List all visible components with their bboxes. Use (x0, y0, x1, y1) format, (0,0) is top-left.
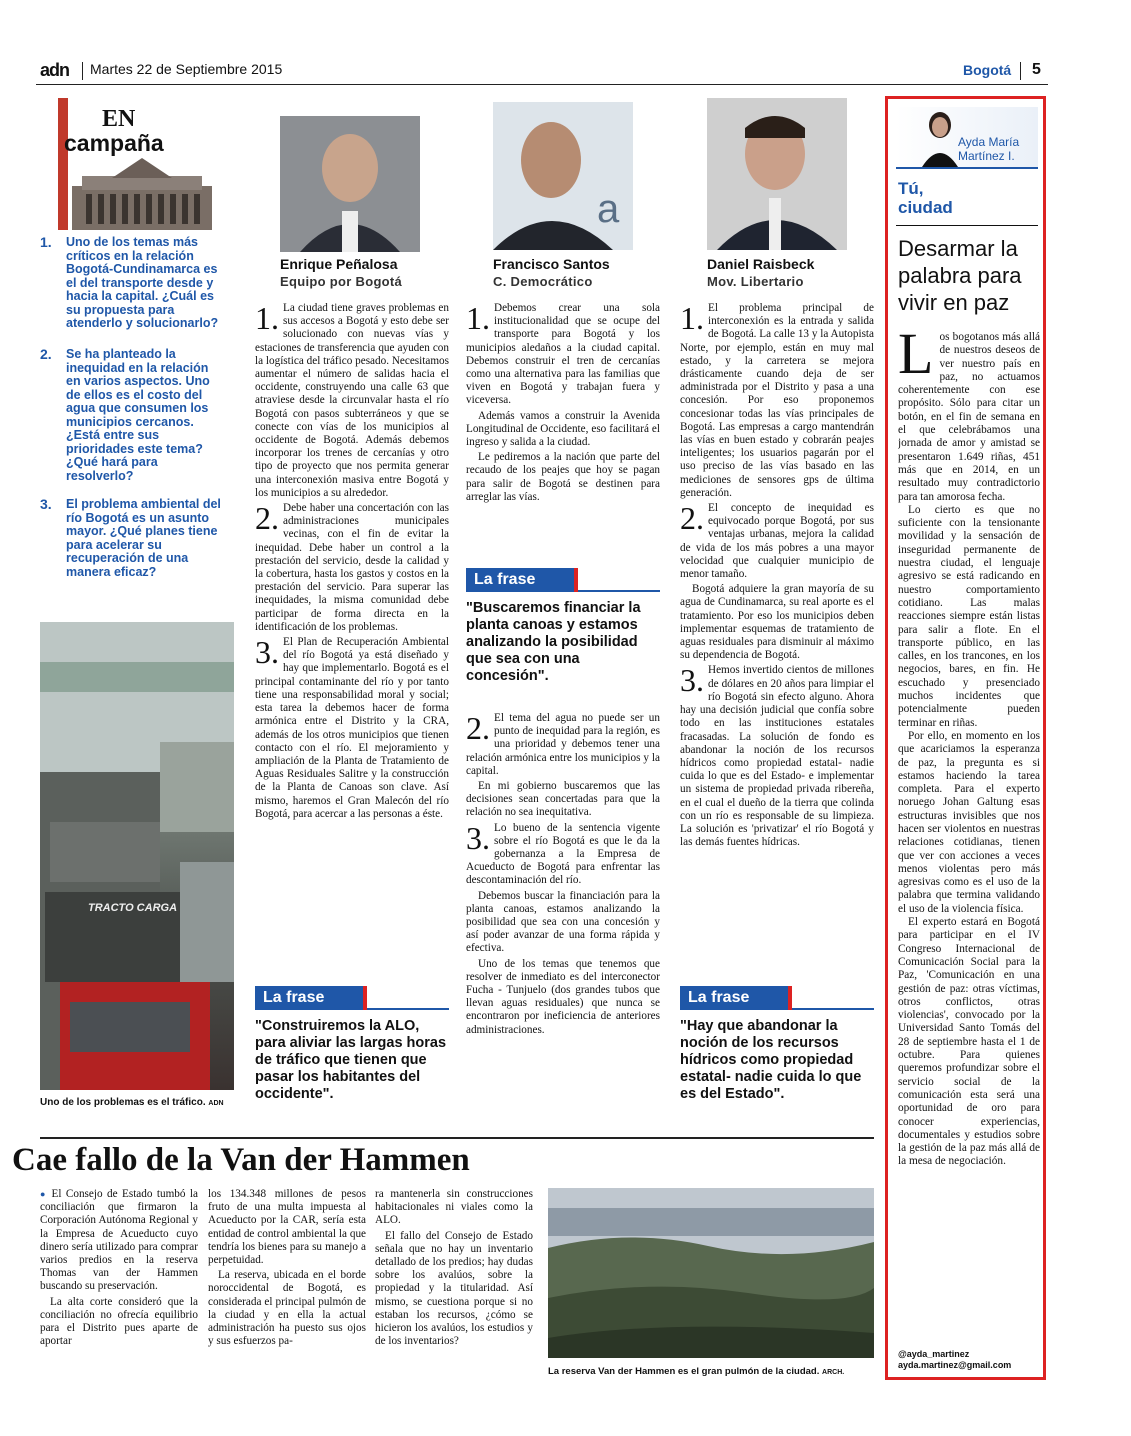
traffic-photo (40, 622, 234, 1090)
question-1: 1. Uno de los temas más críticos en la relación Bogotá-Cundinamarca es el del transporte desde y hacia la capital. ¿Cuál es su propuesta para atenderlo y solucionarlo? (40, 234, 219, 330)
opinion-title: Desarmar la palabra para vivir en paz (898, 236, 1022, 315)
question-2: 2. Se ha planteado la inequidad en la relación en varios aspectos. Uno de ellos es el costo del agua que consumen los municipios cercanos. ¿Está entre sus prioridades este tema? ¿Qué hará para resolverlo? (40, 346, 210, 483)
truck-lettering: TRACTO CARGA (88, 902, 178, 914)
candidate-name-raisbeck: Daniel Raisbeck (707, 256, 815, 272)
candidate-party-penalosa: Equipo por Bogotá (280, 274, 403, 289)
page-number: 5 (1032, 61, 1041, 78)
vdh-column-1: ● El Consejo de Estado tumbó la conciliación que firmaron la Corporación Autónoma Regional y la Empresa de Acueducto cuyo dinero sería utilizado para comprar varios predios en la reserva Thomas van der Hammen buscando su preservación. La alta corte consideró que la conciliación no ofrecía equilibrio para el Distrito pues aparte de aportar (40, 1188, 198, 1348)
vdh-paragraph-2: La alta corte consideró que la conciliación no ofrecía equilibrio para el Distrito pues aparte de aportar (40, 1295, 198, 1348)
candidate-name-santos: Francisco Santos (493, 256, 610, 272)
column-rule (896, 225, 1038, 226)
penalosa-answers (255, 302, 449, 974)
vdh-column-3 (375, 1188, 533, 1380)
vdh-title: Cae fallo de la Van der Hammen (12, 1142, 470, 1178)
opinion-body (898, 331, 1040, 1356)
penalosa-quote: "Construiremos la ALO, para aliviar las largas horas de tráfico que tienen que pasar los habitantes del occidente". (255, 1018, 447, 1102)
santos-answers-bottom (466, 712, 660, 1108)
santos-photo (493, 102, 633, 250)
traffic-caption: Uno de los problemas es el tráfico. ADN (40, 1097, 224, 1108)
santos-answers-top (466, 302, 660, 550)
penalosa-answer-3: 3. El Plan de Recuperación Ambiental del río Bogotá ya está diseñado y hay que implementarlo. Bogotá es el principal contaminante del río y por tanto tiene una responsabilidad moral y social; esta tarea la debemos hacer de forma armónica entre el Distrito y la CRA, además de los otros municipios que tienen contacto con el río. El mejoramiento y ampliación de la Planta de Tratamiento de Aguas Residuales Salitre y la construcción de la Planta de Canoas son clave. Así mismo, haremos el Gran Malecón del río Bogotá, para acercar a las personas a éste. (255, 634, 449, 820)
author-email[interactable]: ayda.martinez@gmail.com (898, 1360, 1012, 1370)
candidate-name-penalosa: Enrique Peñalosa (280, 256, 398, 272)
author-avatar (920, 109, 960, 167)
vdh-paragraph-4: La reserva, ubicada en el borde noroccidental de Bogotá, es considerada el principal pulmón de la ciudad y en ella la actual administración ha puesto sus ojos y sus esfuerzos pa- (208, 1269, 366, 1348)
reserve-caption: La reserva Van der Hammen es el gran pulmón de la ciudad. ARCH. (548, 1366, 845, 1377)
raisbeck-quote-label: La frase (680, 986, 792, 1010)
raisbeck-quote-box (680, 986, 874, 1103)
author-contact (898, 1349, 1011, 1371)
opinion-column-frame (885, 96, 1046, 1380)
author-name: Ayda María Martínez I. (958, 135, 1020, 163)
raisbeck-answers (680, 302, 874, 972)
raisbeck-answer-2: 2. El concepto de inequidad es equivocado porque Bogotá, por sus ventajas urbanas, mejora la calidad de vida de los más pobres a una mayor velocidad que cualquier municipio de menor tamaño. (680, 500, 874, 581)
candidate-party-raisbeck: Mov. Libertario (707, 274, 804, 289)
santos-answer-2: 2. El tema del agua no puede ser un punto de inequidad para la región, es una prioridad y debemos tener una relación armónica entre los municipios y la capital. (466, 712, 660, 777)
traffic-illustration (40, 622, 234, 1090)
santos-answer-1b: Además vamos a construir la Avenida Longitudinal de Occidente, eso facilitará el ingreso y salida a la ciudad. (466, 409, 660, 449)
drop-cap: L (898, 331, 934, 386)
penalosa-photo (280, 116, 420, 252)
campaign-questions (40, 236, 222, 598)
santos-answer-1c: Le pediremos a la nación que parte del recaudo de los peajes que hoy se pagan para salir de Bogotá se destinen para arreglar las vías. (466, 451, 660, 503)
vdh-paragraph-6: El fallo del Consejo de Estado señala que no hay un inventario detallado de los predios; hay dudas sobre los avalúos, sobre la propiedad y la titularidad. Así mismo, se cuestiona porque si no estaban los recursos, ¿cómo se hicieron los avalúos, los estudios y de los inventarios? (375, 1229, 533, 1348)
capitol-building-illustration (72, 158, 212, 230)
header-divider (82, 62, 83, 80)
penalosa-quote-box (255, 986, 449, 1103)
header-section: Bogotá (963, 62, 1012, 78)
opinion-paragraph-4: El experto estará en Bogotá para participar en el IV Congreso Internacional de Comunicación Social para la Paz, 'Comunicación en una gestión de paz: otras víctimas, otros conflictos, otras violencias', convocado por la Universidad Santo Tomás del 28 de septiembre hasta el 1 de octubre. Para quienes queremos profundizar sobre el servicio social de la comunicación esta será una oportunidad de oro para conocer experiencias, documentales y estudios sobre la gestión de la paz más allá de la mesa de negociación. (898, 916, 1040, 1168)
vdh-paragraph-3: los 134.348 millones de pesos fruto de una multa impuesta al Acueducto por la CAR, sería esta entidad de control ambiental la que tendría los bienes para su manejo a perpetuidad. (208, 1188, 366, 1267)
santos-answer-3b: Debemos buscar la financiación para la planta canoas, estamos analizando la posibilidad que sea con una concesión y así poder avanzar de una forma rápida y efectiva. (466, 889, 660, 955)
author-header (896, 107, 1038, 169)
santos-answer-3c: Uno de los temas que tenemos que resolver de inmediato es del interconector Fucha - Tunjuelo (dos grandes tubos que llevan aguas residuales) que nunca se encontraron por ineficiencia de anteriores administraciones. (466, 957, 660, 1036)
column-name: Tú, ciudad (898, 179, 953, 217)
campaign-title-line2: campaña (64, 130, 164, 156)
campaign-logo (58, 98, 213, 230)
santos-answer-2b: En mi gobierno buscaremos que las decisiones sean concertadas para que la relación no sea inequitativa. (466, 780, 660, 819)
opinion-paragraph-2: Lo cierto es que no suficiente con la tensionante movilidad y la sensación de inseguridad permanente de nuestra ciudad, el lenguaje agresivo se está radicando en nuestro comportamiento cotidiano. Las malas reacciones siempre están listas para salir a flote. En el transporte público, en las calles, en los trancones, en los negocios, bares, en fin. He escuchado y presenciado muchos incidentes que potencialmente pueden terminar en riñas. (898, 503, 1040, 729)
penalosa-answer-1: 1. La ciudad tiene graves problemas en sus accesos a Bogotá y esto debe ser solucionado con nuevas vías y estaciones de transferencia que ayuden con la logística del tráfico pesado. Necesitamos aumentar el número de salidas hacia el occidente, construyendo una calle 63 que atraviese desde la circunvalar hasta el río Bogotá con pasos subterráneos y que se conecte con vías de los municipios al occidente de Bogotá. Además debemos incorporar los trenes de cercanías y otro tipo de proyecto que nos permita generar una interconexión masiva entre Bogotá y los municipios a su alrededor. (255, 302, 449, 499)
vdh-top-rule (40, 1137, 874, 1139)
santos-answer-1: 1. Debemos crear una sola institucionalidad que se ocupe del transporte para Bogotá y los municipios aledaños a la ciudad capital. Debemos construir el tren de cercanías como una alternativa para las familias que viven en Bogotá y trabajan fuera y viceversa. (466, 302, 660, 407)
santos-quote: "Buscaremos financiar la planta canoas y estamos analizando la posibilidad que sea con una concesión". (466, 600, 641, 684)
reserve-photo (548, 1188, 874, 1358)
campaign-title-line1: EN (102, 106, 136, 132)
santos-answer-3: 3. Lo bueno de la sentencia vigente sobre el río Bogotá es que le da la gobernanza a la Empresa de Acueducto de Bogotá para enfrentar las descontaminación del río. (466, 819, 660, 887)
vdh-paragraph-5: ra mantenerla sin construcciones habitacionales ni viales como la ALO. (375, 1188, 533, 1227)
santos-quote-box (466, 568, 660, 685)
question-3: 3. El problema ambiental del río Bogotá es un asunto mayor. ¿Qué planes tiene para acelerar su recuperación de una manera eficaz? (40, 496, 221, 579)
raisbeck-answer-3: 3. Hemos invertido cientos de millones de dólares en 20 años para limpiar el río Bogotá sin efecto alguno. Ahora hay una decisión judicial que confía sobre todo en las instituciones estatales fracasadas. La solución de fondo es abandonar la noción de los recursos hídricos como propiedad estatal- nadie cuida lo que es del Estado- e implementar un sistema de propiedad privada ribereña, en el cual el dueño de la tierra que colinda con un río es responsable de su limpieza. La solución es 'privatizar' el río Bogotá y las demás fuentes hídricas. (680, 662, 874, 849)
raisbeck-quote: "Hay que abandonar la noción de los recursos hídricos como propiedad estatal- nadie cuida lo que es del Estado". (680, 1018, 862, 1102)
publication-logo: adn (40, 60, 70, 80)
penalosa-quote-label: La frase (255, 986, 367, 1010)
reserve-landscape (548, 1188, 874, 1358)
raisbeck-answer-2b: Bogotá adquiere la gran mayoría de su agua de Cundinamarca, su real aporte es el tratamiento. Por eso los municipios deben implementar esquemas de tratamiento de aguas residuales para disminuir al máximo su dependencia de Bogotá. (680, 583, 874, 662)
raisbeck-photo (707, 98, 847, 250)
raisbeck-answer-1: 1. El problema principal de interconexión es la entrada y salida de Bogotá. La calle 13 y la Autopista Norte, por ejemplo, están en muy mal estado, y la carretera se mejora drásticamente cuando deja de ser administrada por el Distrito y pasa a una concesión. Por eso proponemos concesionar todas las vías principales de Bogotá. Las empresas a cargo mantendrán las vías en buen estado y cobrarán peajes inteligentes; los usuarios pagarán por el uso preciso de las vías basado en las mediciones de sensores gps de última generación. (680, 302, 874, 499)
svg-text:a: a (597, 187, 620, 231)
opinion-paragraph-3: Por ello, en momento en los que acariciamos la esperanza de paz, la pregunta es si estamos haciendo la tarea completa. Para el experto noruego Johan Galtung esas estructuras invisibles que nos hacen ser violentos en nuestras relaciones cotidianas, tienen que ver con acciones a veces menos violentas pero más agresivas como es el uso de la palabra que termina validando el uso de la violencia física. (898, 729, 1040, 915)
penalosa-answer-2: 2. Debe haber una concertación con las administraciones municipales vecinas, con el fin de evitar la inequidad. Debe haber un control a la prestación del servicio, desde la calidad y la cobertura, hasta los gastos y costos en la prestación del servicio. Para superar las inequidades, la misma comunidad debe participar de forma directa en la identificación de los problemas. (255, 500, 449, 633)
candidate-party-santos: C. Democrático (493, 274, 593, 289)
opinion-paragraph-1: os bogotanos más allá de nuestros deseos de ver nuestro país en paz, no actuamos coherentemente con ese propósito. Sólo para citar un botón, en el fin de semana en el que celebrábamos una jornada de amor y amistad se presentaron 1.649 riñas, 451 más que en 2014, en un resultado muy contradictorio para tan amorosa fecha. (898, 331, 1040, 503)
santos-quote-label: La frase (466, 568, 578, 592)
vdh-paragraph-1: El Consejo de Estado tumbó la conciliación que firmaron la Corporación Autónoma Regional y la Empresa de Acueducto cuyo dinero sería utilizado para comprar varios predios en la reserva Thomas van der Hammen buscando su preservación. (40, 1188, 198, 1293)
author-twitter[interactable]: @ayda_martinez (898, 1349, 970, 1359)
header-divider-right (1020, 62, 1021, 80)
header-rule (36, 84, 1048, 85)
header-date: Martes 22 de Septiembre 2015 (90, 61, 283, 77)
vdh-column-2 (208, 1188, 366, 1380)
